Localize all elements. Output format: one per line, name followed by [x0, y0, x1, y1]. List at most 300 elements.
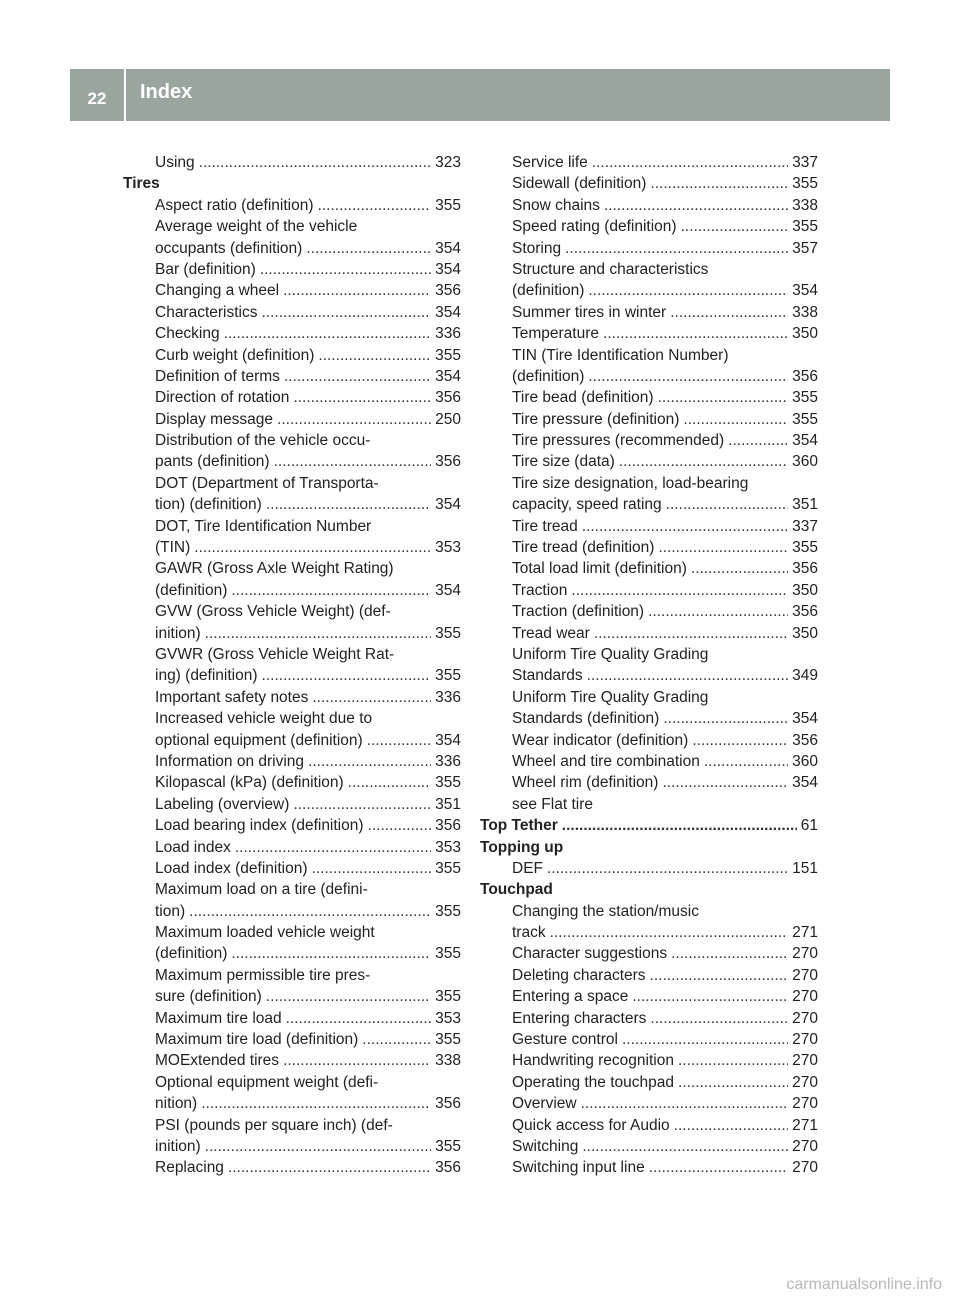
entry-page-number: 355: [435, 945, 461, 963]
entry-page-number: 355: [792, 389, 818, 407]
entry-page-number: 337: [792, 154, 818, 171]
entry-text: Kilopascal (kPa) (definition): [155, 774, 344, 792]
leader-dots: [704, 751, 788, 772]
page-number: 22: [70, 69, 126, 121]
entry-text: Standards (definition): [512, 710, 660, 728]
index-heading: [480, 879, 818, 900]
index-entry: [480, 173, 818, 194]
leader-dots: [293, 794, 431, 815]
entry-page-number: 356: [435, 389, 461, 407]
entry-page-number: 271: [792, 1116, 818, 1134]
index-entry: [480, 216, 818, 237]
index-heading: [480, 837, 818, 858]
entry-text: Gesture control: [512, 1031, 618, 1049]
entry-page-number: 270: [792, 1073, 818, 1091]
entry-text: Load bearing index (definition): [155, 817, 364, 835]
entry-text: nition): [155, 1095, 198, 1113]
index-entry: [123, 409, 461, 430]
leader-dots: [266, 494, 431, 515]
index-entry: [480, 730, 818, 751]
entry-page-number: 356: [435, 1095, 461, 1113]
index-entry: [123, 794, 461, 815]
leader-dots: [671, 943, 788, 964]
leader-dots: [666, 494, 788, 515]
entry-text: Distribution of the vehicle occu-: [155, 432, 371, 450]
index-entry: [480, 473, 818, 494]
entry-page-number: 355: [435, 774, 461, 792]
entry-text: GVW (Gross Vehicle Weight) (def-: [155, 603, 391, 621]
entry-text: inition): [155, 624, 201, 642]
entry-page-number: 270: [792, 988, 818, 1006]
entry-text: Information on driving: [155, 752, 305, 770]
entry-page-number: 355: [435, 902, 461, 920]
entry-page-number: 270: [792, 1009, 818, 1027]
entry-text: capacity, speed rating: [512, 496, 662, 514]
entry-text: tion) (definition): [155, 496, 262, 514]
entry-text: Maximum load on a tire (defini-: [155, 881, 368, 899]
leader-dots: [692, 730, 788, 751]
index-entry: [480, 451, 818, 472]
entry-page-number: 270: [792, 966, 818, 984]
index-entry: [123, 238, 461, 259]
index-entry: [123, 879, 461, 900]
index-entry: [480, 1050, 818, 1071]
index-entry: [480, 1136, 818, 1157]
leader-dots: [658, 387, 789, 408]
leader-dots: [728, 430, 788, 451]
entry-text: TIN (Tire Identification Number): [512, 346, 729, 364]
entry-text: pants (definition): [155, 453, 270, 471]
entry-text: Increased vehicle weight due to: [155, 710, 373, 728]
entry-text: (TIN): [155, 539, 191, 557]
leader-dots: [266, 986, 431, 1007]
entry-page-number: 355: [435, 346, 461, 364]
entry-page-number: 356: [435, 282, 461, 300]
entry-page-number: 355: [792, 539, 818, 557]
entry-text: Tire size (data): [512, 453, 615, 471]
entry-text: PSI (pounds per square inch) (def-: [155, 1116, 393, 1134]
index-entry: [123, 986, 461, 1007]
index-entry: [123, 943, 461, 964]
entry-page-number: 336: [435, 688, 461, 706]
entry-text: Uniform Tire Quality Grading: [512, 645, 709, 663]
entry-page-number: 353: [435, 838, 461, 856]
leader-dots: [650, 965, 789, 986]
index-entry: [123, 302, 461, 323]
entry-page-number: 354: [435, 731, 461, 749]
index-entry: [480, 751, 818, 772]
entry-text: Definition of terms: [155, 367, 280, 385]
leader-dots: [274, 451, 432, 472]
entry-text: Speed rating (definition): [512, 218, 677, 236]
entry-text: Important safety notes: [155, 688, 309, 706]
leader-dots: [318, 195, 432, 216]
entry-page-number: 355: [435, 624, 461, 642]
entry-page-number: 270: [792, 1095, 818, 1113]
index-entry: [123, 772, 461, 793]
index-entry: [480, 665, 818, 686]
entry-text: Maximum loaded vehicle weight: [155, 924, 375, 942]
entry-text: Snow chains: [512, 196, 600, 214]
entry-text: DOT (Department of Transporta-: [155, 474, 379, 492]
page-header: [70, 69, 890, 121]
entry-page-number: 336: [435, 752, 461, 770]
entry-page-number: 354: [435, 581, 461, 599]
leader-dots: [284, 366, 431, 387]
entry-text: Switching input line: [512, 1159, 645, 1177]
index-entry: [123, 687, 461, 708]
leader-dots: [588, 280, 788, 301]
index-entry: [480, 152, 818, 173]
entry-text: Total load limit (definition): [512, 560, 687, 578]
index-entry: [123, 195, 461, 216]
index-entry: [480, 965, 818, 986]
index-entry: [123, 387, 461, 408]
entry-text: (definition): [155, 945, 228, 963]
index-entry: [123, 1008, 461, 1029]
entry-text: Overview: [512, 1095, 577, 1113]
index-entry: [480, 644, 818, 665]
index-entry: [480, 1029, 818, 1050]
entry-text: Tire bead (definition): [512, 389, 654, 407]
index-entry: [480, 687, 818, 708]
entry-text: Direction of rotation: [155, 389, 290, 407]
entry-text: Average weight of the vehicle: [155, 218, 358, 236]
index-entry: [480, 494, 818, 515]
leader-dots: [658, 537, 788, 558]
index-entry: [123, 1115, 461, 1136]
entry-page-number: 354: [792, 774, 818, 792]
entry-text: Structure and characteristics: [512, 260, 709, 278]
entry-text: Bar (definition): [155, 260, 256, 278]
index-entry: [480, 195, 818, 216]
entry-text: see Flat tire: [512, 795, 593, 813]
entry-text: Changing a wheel: [155, 282, 280, 300]
leader-dots: [648, 601, 788, 622]
index-entry: [123, 1093, 461, 1114]
entry-page-number: 350: [792, 581, 818, 599]
entry-text: (definition): [155, 581, 228, 599]
index-entry: [123, 345, 461, 366]
entry-text: Traction: [512, 581, 568, 599]
index-entry: [123, 451, 461, 472]
entry-text: Maximum tire load (definition): [155, 1031, 359, 1049]
index-entry: [123, 601, 461, 622]
index-entry: [123, 751, 461, 772]
entry-page-number: 271: [792, 924, 818, 942]
entry-page-number: 355: [792, 175, 818, 193]
leader-dots: [283, 280, 431, 301]
entry-text: Tire pressure (definition): [512, 410, 680, 428]
entry-page-number: 338: [435, 1052, 461, 1070]
leader-dots: [306, 238, 431, 259]
index-entry: [123, 965, 461, 986]
entry-text: Tire tread (definition): [512, 539, 655, 557]
entry-page-number: 355: [435, 1031, 461, 1049]
entry-page-number: 350: [792, 325, 818, 343]
index-entry: [480, 580, 818, 601]
index-entry: [480, 601, 818, 622]
leader-dots: [368, 815, 432, 836]
entry-text: Summer tires in winter: [512, 303, 667, 321]
leader-dots: [678, 1050, 788, 1071]
entry-text: Maximum permissible tire pres-: [155, 966, 371, 984]
leader-dots: [571, 580, 788, 601]
index-entry: [480, 366, 818, 387]
leader-dots: [604, 195, 788, 216]
entry-page-number: 351: [792, 496, 818, 514]
entry-text: Optional equipment weight (defi-: [155, 1073, 379, 1091]
entry-text: Curb weight (definition): [155, 346, 315, 364]
entry-page-number: 355: [435, 859, 461, 877]
entry-page-number: 354: [792, 710, 818, 728]
leader-dots: [228, 1157, 431, 1178]
index-entry: [480, 558, 818, 579]
leader-dots: [581, 1093, 789, 1114]
leader-dots: [565, 238, 788, 259]
index-entry: [480, 345, 818, 366]
entry-page-number: 354: [435, 367, 461, 385]
leader-dots: [312, 858, 432, 879]
leader-dots: [582, 516, 788, 537]
entry-text: Deleting characters: [512, 966, 646, 984]
entry-page-number: 353: [435, 1009, 461, 1027]
entry-text: optional equipment (definition): [155, 731, 363, 749]
entry-page-number: 356: [435, 817, 461, 835]
entry-page-number: 151: [792, 859, 818, 877]
entry-page-number: 356: [792, 603, 818, 621]
section-title: Index: [140, 80, 193, 103]
leader-dots: [231, 943, 431, 964]
leader-dots: [205, 1136, 431, 1157]
entry-text: Sidewall (definition): [512, 175, 647, 193]
entry-text: Operating the touchpad: [512, 1073, 675, 1091]
leader-dots: [199, 152, 431, 173]
index-entry: [480, 943, 818, 964]
entry-text: Checking: [155, 325, 220, 343]
entry-page-number: 337: [792, 517, 818, 535]
index-column-right: [480, 152, 818, 1179]
leader-dots: [683, 409, 788, 430]
entry-page-number: 270: [792, 1052, 818, 1070]
entry-page-number: 354: [792, 432, 818, 450]
leader-dots: [362, 1029, 431, 1050]
index-entry: [123, 473, 461, 494]
entry-text: Wheel rim (definition): [512, 774, 659, 792]
entry-text: Maximum tire load: [155, 1009, 282, 1027]
entry-page-number: 323: [435, 154, 461, 171]
index-entry: [480, 387, 818, 408]
leader-dots: [649, 1157, 788, 1178]
index-entry: [123, 280, 461, 301]
index-entry: [123, 1157, 461, 1178]
index-entry: [123, 623, 461, 644]
entry-text: Wear indicator (definition): [512, 731, 689, 749]
entry-text: Topping up: [480, 838, 564, 856]
index-entry: [480, 1072, 818, 1093]
entry-page-number: 355: [435, 988, 461, 1006]
leader-dots: [189, 901, 431, 922]
entry-page-number: 353: [435, 539, 461, 557]
leader-dots: [201, 1093, 431, 1114]
entry-page-number: 250: [435, 410, 461, 428]
entry-text: Tread wear: [512, 624, 590, 642]
index-entry: [123, 815, 461, 836]
entry-text: Aspect ratio (definition): [155, 196, 314, 214]
entry-text: inition): [155, 1137, 201, 1155]
entry-text: Switching: [512, 1137, 579, 1155]
entry-page-number: 355: [792, 410, 818, 428]
leader-dots: [603, 323, 788, 344]
index-entry: [123, 665, 461, 686]
entry-page-number: 356: [435, 1159, 461, 1177]
entry-page-number: 354: [435, 239, 461, 257]
leader-dots: [622, 1029, 788, 1050]
entry-page-number: 356: [792, 560, 818, 578]
entry-text: GVWR (Gross Vehicle Weight Rat-: [155, 645, 395, 663]
index-entry: [123, 494, 461, 515]
leader-dots: [235, 837, 431, 858]
leader-dots: [293, 387, 431, 408]
index-entry: [123, 430, 461, 451]
index-entry: [480, 409, 818, 430]
entry-page-number: 338: [792, 303, 818, 321]
entry-text: Quick access for Audio: [512, 1116, 670, 1134]
entry-page-number: 355: [792, 218, 818, 236]
entry-text: Wheel and tire combination: [512, 752, 700, 770]
leader-dots: [562, 815, 797, 836]
entry-text: Characteristics: [155, 303, 258, 321]
index-entry: [123, 323, 461, 344]
entry-page-number: 360: [792, 752, 818, 770]
index-entry: [480, 772, 818, 793]
entry-text: (definition): [512, 367, 585, 385]
leader-dots: [594, 623, 788, 644]
index-entry: [123, 901, 461, 922]
index-entry: [123, 922, 461, 943]
index-entry: [123, 730, 461, 751]
entry-text: Load index: [155, 838, 231, 856]
entry-page-number: 351: [435, 795, 461, 813]
entry-page-number: 270: [792, 1031, 818, 1049]
index-entry: [123, 858, 461, 879]
index-entry: [480, 922, 818, 943]
watermark: carmanualsonline.info: [786, 1276, 942, 1293]
index-entry: [480, 323, 818, 344]
leader-dots: [663, 708, 788, 729]
index-entry: [123, 516, 461, 537]
entry-text: Display message: [155, 410, 274, 428]
index-entry: [123, 1072, 461, 1093]
leader-dots: [650, 1008, 788, 1029]
leader-dots: [674, 1115, 788, 1136]
leader-dots: [318, 345, 431, 366]
entry-text: Top Tether: [480, 817, 558, 835]
index-entry: [480, 1008, 818, 1029]
leader-dots: [367, 730, 431, 751]
leader-dots: [308, 751, 431, 772]
leader-dots: [588, 366, 788, 387]
entry-page-number: 357: [792, 239, 818, 257]
index-column-left: [123, 152, 461, 1179]
index-entry: [123, 152, 461, 173]
entry-text: Entering a space: [512, 988, 629, 1006]
leader-dots: [262, 302, 432, 323]
index-entry: [480, 302, 818, 323]
entry-text: Standards: [512, 667, 583, 685]
entry-page-number: 355: [435, 196, 461, 214]
entry-page-number: 270: [792, 1137, 818, 1155]
entry-text: tion): [155, 902, 186, 920]
index-entry: [480, 858, 818, 879]
index-entry: [480, 537, 818, 558]
entry-page-number: 350: [792, 624, 818, 642]
leader-dots: [650, 173, 788, 194]
index-entry: [123, 259, 461, 280]
entry-text: Handwriting recognition: [512, 1052, 674, 1070]
entry-text: Tires: [123, 175, 160, 193]
entry-page-number: 338: [792, 196, 818, 214]
entry-page-number: 336: [435, 325, 461, 343]
index-heading: [123, 173, 461, 194]
entry-text: DEF: [512, 859, 543, 877]
index-entry: [480, 238, 818, 259]
leader-dots: [678, 1072, 788, 1093]
leader-dots: [662, 772, 788, 793]
index-heading: [480, 815, 818, 836]
index-entry: [123, 837, 461, 858]
leader-dots: [670, 302, 788, 323]
index-entry: [123, 708, 461, 729]
index-entry: [480, 623, 818, 644]
entry-text: GAWR (Gross Axle Weight Rating): [155, 560, 394, 578]
leader-dots: [681, 216, 789, 237]
index-entry: [480, 901, 818, 922]
index-entry: [123, 580, 461, 601]
leader-dots: [582, 1136, 788, 1157]
entry-text: track: [512, 924, 546, 942]
index-entry: [480, 516, 818, 537]
entry-text: Service life: [512, 154, 588, 171]
entry-page-number: 360: [792, 453, 818, 471]
leader-dots: [632, 986, 788, 1007]
entry-page-number: 355: [435, 1137, 461, 1155]
index-entry: [123, 1029, 461, 1050]
leader-dots: [283, 1050, 431, 1071]
index-entry: [480, 794, 818, 815]
entry-page-number: 270: [792, 945, 818, 963]
leader-dots: [224, 323, 432, 344]
entry-text: Tire size designation, load-bearing: [512, 474, 749, 492]
entry-page-number: 356: [435, 453, 461, 471]
entry-text: Traction (definition): [512, 603, 645, 621]
entry-text: Entering characters: [512, 1009, 647, 1027]
index-entry: [123, 537, 461, 558]
entry-page-number: 354: [435, 496, 461, 514]
leader-dots: [277, 409, 431, 430]
entry-text: ing) (definition): [155, 667, 258, 685]
entry-text: Replacing: [155, 1159, 224, 1177]
entry-text: Touchpad: [480, 881, 553, 899]
entry-page-number: 355: [435, 667, 461, 685]
index-entry: [480, 259, 818, 280]
entry-text: Changing the station/music: [512, 902, 699, 920]
leader-dots: [691, 558, 788, 579]
entry-text: Temperature: [512, 325, 600, 343]
index-entry: [480, 708, 818, 729]
entry-text: Storing: [512, 239, 562, 257]
entry-text: Character suggestions: [512, 945, 668, 963]
